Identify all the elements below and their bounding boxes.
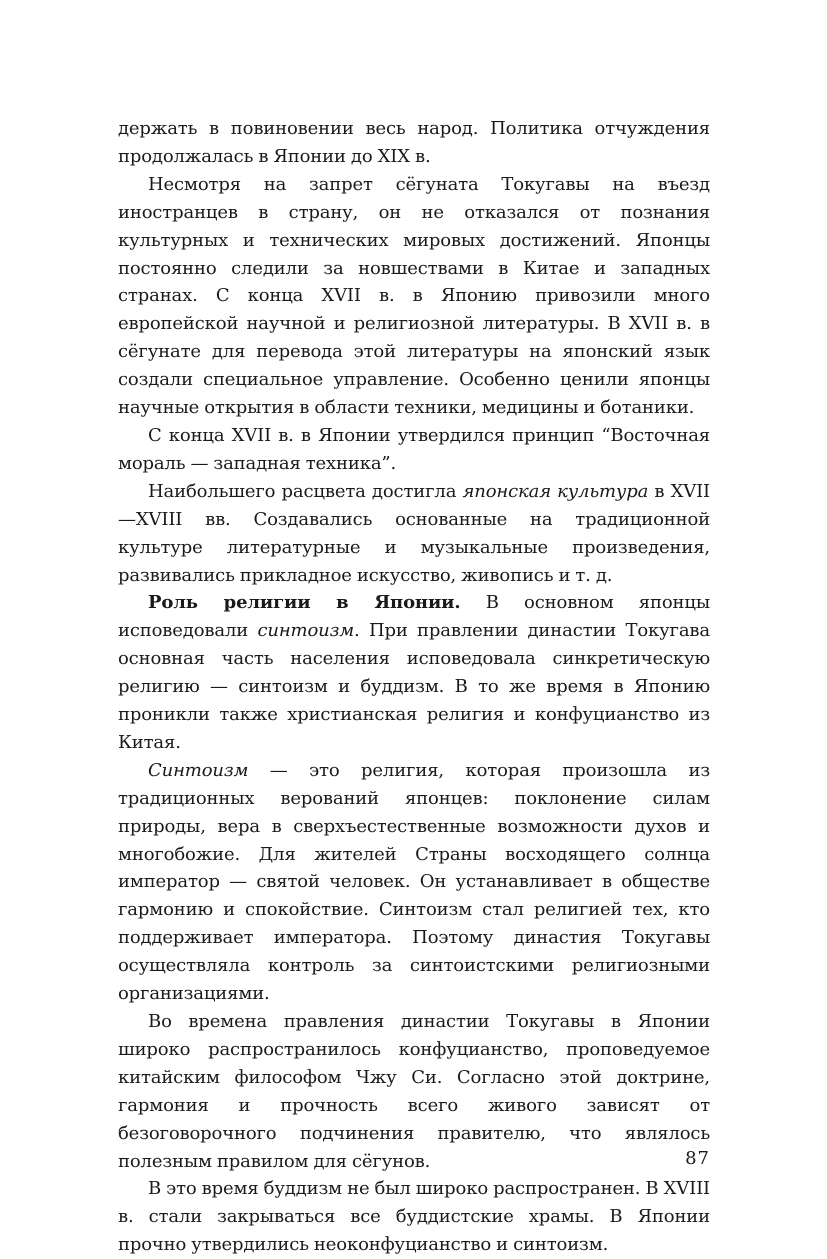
paragraph-culture: [118, 478, 710, 590]
paragraph-text: В основном японцы исповедовали: [118, 592, 710, 642]
italic-term: Синтоизм: [148, 759, 249, 781]
page-number: 87: [685, 1148, 710, 1169]
paragraph-buddhism: [118, 1175, 710, 1259]
italic-term: синтоизм: [257, 620, 355, 642]
paragraph-shinto: [118, 757, 710, 1008]
paragraph-text: в XVII—XVIII вв. Создавались основанные на традиционной культуре литературные и музыкальные произведения, развивались прикладное искусство, живопись и т. д.: [118, 480, 711, 586]
paragraph-text: держать в повиновении весь народ. Политика отчуждения продолжалась в Японии до XIX в.: [118, 118, 710, 167]
paragraph-text: . При правлении династии Токугава основная часть населения исповедовала синкретическую религию — синтоизм и буддизм. В то же время в Японию проникли также христианская религия и конфуцианство из Китая.: [118, 620, 710, 753]
paragraph-foreign-policy: [118, 171, 710, 422]
paragraph-continuation: [118, 115, 710, 171]
paragraph-religion: [118, 589, 710, 756]
paragraph-principle: [118, 422, 710, 478]
section-heading: Роль религии в Японии.: [148, 592, 461, 614]
body-text: [118, 115, 710, 1259]
paragraph-text: Наибольшего расцвета достигла: [148, 480, 463, 502]
paragraph-text: В это время буддизм не был широко распространен. В XVIII в. стали закрываться все буддистские храмы. В Японии прочно утвердились неоконфуцианство и синтоизм.: [118, 1178, 710, 1256]
paragraph-text: Во времена правления династии Токугавы в Японии широко распространилось конфуцианство, проповедуемое китайским философом Чжу Си. Согласно этой доктрине, гармония и прочность всего живого зависят от безоговорочного подчинения правителю, что являлось полезным правилом для сёгунов.: [118, 1011, 710, 1172]
paragraph-text: Несмотря на запрет сёгуната Токугавы на въезд иностранцев в страну, он не отказался от познания культурных и технических мировых достижений. Японцы постоянно следили за новшествами в Китае и западных странах. С конца XVII в. в Японию привозили много европейской научной и религиозной литературы. В XVII в. в сёгунате для перевода этой литературы на японский язык создали специальное управление. Особенно ценили японцы научные открытия в области техники, медицины и ботаники.: [118, 173, 710, 419]
italic-term: японская культура: [462, 480, 649, 502]
paragraph-text: С конца XVII в. в Японии утвердился принцип “Восточная мораль — западная техника”.: [118, 424, 710, 474]
paragraph-confucianism: [118, 1008, 710, 1175]
paragraph-text: — это религия, которая произошла из традиционных верований японцев: поклонение силам природы, вера в сверхъестественные возможности духов и многобожие. Для жителей Страны восходящего солнца император — святой человек. Он устанавливает в обществе гармонию и спокойствие. Синтоизм стал религией тех, кто поддерживает императора. Поэтому династия Токугавы осуществляла контроль за синтоистскими религиозными организациями.: [118, 759, 710, 1005]
